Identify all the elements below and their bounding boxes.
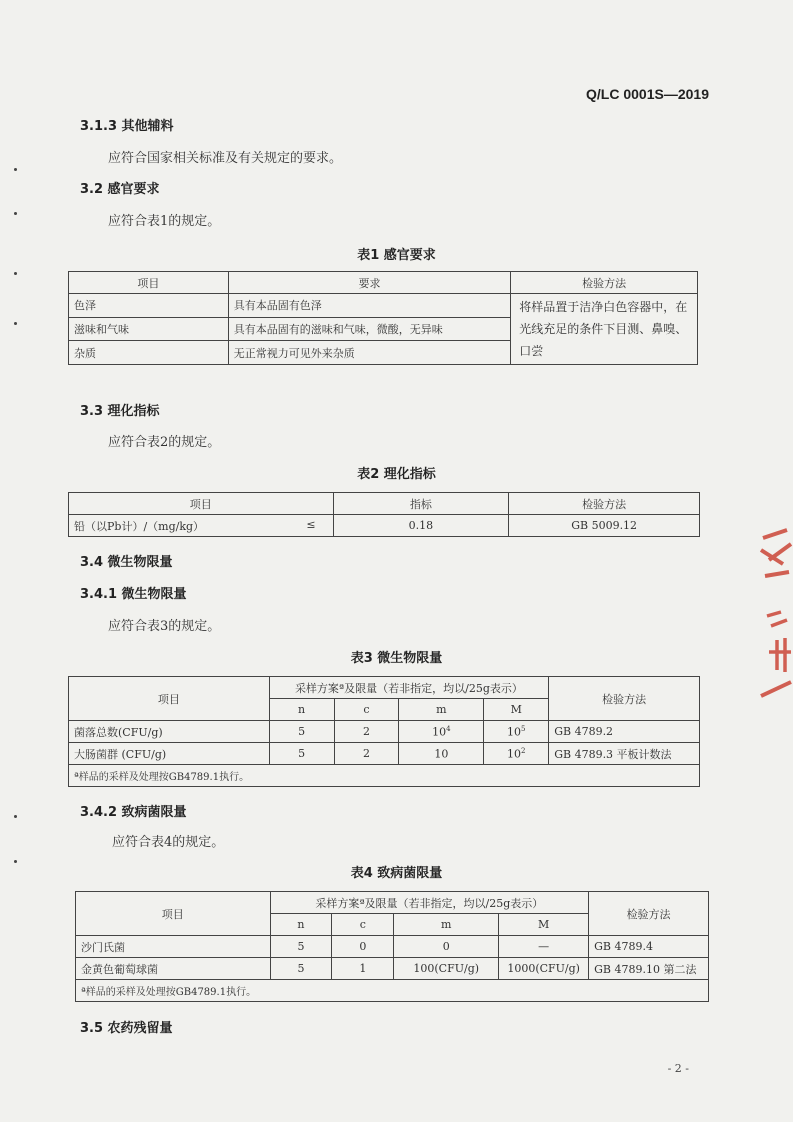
table2-cell-value: 0.18 <box>333 515 509 537</box>
table-row <box>69 515 700 537</box>
heading-3-5: 3.5 农药残留量 <box>80 1021 173 1036</box>
table4-cell-M: 1000(CFU/g) <box>499 958 589 980</box>
table3-cell-M: $10^2$ <box>484 743 549 765</box>
table4-sub-M: M <box>499 914 589 936</box>
table1-cell-method: 将样品置于洁净白色容器中，在光线充足的条件下目测、鼻嗅、口尝 <box>511 294 698 365</box>
table4-caption: 表4 致病菌限量 <box>350 866 443 881</box>
standard-code: Q/LC 0001S—2019 <box>586 86 709 102</box>
table2-physicochemical <box>68 492 700 537</box>
table4-cell-method: GB 4789.10 第二法 <box>589 958 709 980</box>
table4-sub-c: c <box>332 914 394 936</box>
binder-dot <box>14 272 17 275</box>
text-3-4-2: 应符合表4的规定。 <box>112 835 225 850</box>
table3-cell-c: 2 <box>334 743 399 765</box>
table3-header-plan: 采样方案ª及限量（若非指定，均以/25g表示） <box>269 677 549 699</box>
table2-header-index: 指标 <box>333 493 509 515</box>
table1-caption: 表1 感官要求 <box>357 248 436 263</box>
table-row <box>69 743 700 765</box>
table3-sub-n: n <box>269 699 334 721</box>
table1-cell-req: 具有本品固有的滋味和气味，微酸，无异味 <box>228 317 511 341</box>
table-row <box>69 294 698 318</box>
binder-dot <box>14 212 17 215</box>
table3-sub-c: c <box>334 699 399 721</box>
table2-cell-item <box>69 515 334 537</box>
table4-footnote: ª样品的采样及处理按GB4789.1执行。 <box>76 980 709 1002</box>
table3-header-item: 项目 <box>69 677 270 721</box>
table1-sensory <box>68 271 698 365</box>
table4-sub-n: n <box>270 914 332 936</box>
binder-dot <box>14 168 17 171</box>
table1-cell-req: 无正常视力可见外来杂质 <box>228 341 511 365</box>
text-3-1-3: 应符合国家相关标准及有关规定的要求。 <box>108 151 343 166</box>
table-row <box>76 958 709 980</box>
table4-cell-m: 0 <box>394 936 499 958</box>
text-3-4-1: 应符合表3的规定。 <box>108 619 221 634</box>
heading-3-4-2: 3.4.2 致病菌限量 <box>80 805 187 820</box>
table1-header-item: 项目 <box>69 272 229 294</box>
page-number: - 2 - <box>667 1062 689 1075</box>
table1-cell-req: 具有本品固有色泽 <box>228 294 511 318</box>
table3-cell-item: 菌落总数(CFU/g) <box>69 721 270 743</box>
table1-header-req: 要求 <box>228 272 511 294</box>
table4-cell-c: 0 <box>332 936 394 958</box>
table3-footnote: ª样品的采样及处理按GB4789.1执行。 <box>69 765 700 787</box>
heading-3-2: 3.2 感官要求 <box>80 182 160 197</box>
table3-microbial <box>68 676 700 787</box>
table4-sub-m: m <box>394 914 499 936</box>
table4-cell-n: 5 <box>270 936 332 958</box>
table3-cell-n: 5 <box>269 721 334 743</box>
table3-cell-method: GB 4789.3 平板计数法 <box>549 743 700 765</box>
table2-header-item: 项目 <box>69 493 334 515</box>
table4-cell-item: 沙门氏菌 <box>76 936 271 958</box>
binder-dot <box>14 322 17 325</box>
binder-dot <box>14 860 17 863</box>
table1-cell-item: 色泽 <box>69 294 229 318</box>
table4-header-method: 检验方法 <box>589 892 709 936</box>
table3-cell-M: $10^5$ <box>484 721 549 743</box>
table4-header-item: 项目 <box>76 892 271 936</box>
table1-header-method: 检验方法 <box>511 272 698 294</box>
table3-cell-m: $10^4$ <box>399 721 484 743</box>
table4-cell-c: 1 <box>332 958 394 980</box>
table2-header-method: 检验方法 <box>509 493 700 515</box>
table3-cell-n: 5 <box>269 743 334 765</box>
table3-cell-c: 2 <box>334 721 399 743</box>
table3-caption: 表3 微生物限量 <box>350 651 443 666</box>
table2-item-label: 铅（以Pb计）/（mg/kg） <box>74 519 205 533</box>
table4-cell-method: GB 4789.4 <box>589 936 709 958</box>
table2-operator: ≤ <box>306 517 316 531</box>
table-row <box>69 721 700 743</box>
text-3-3: 应符合表2的规定。 <box>108 435 221 450</box>
red-seal-stamp-fragment <box>757 520 793 700</box>
table1-cell-item: 杂质 <box>69 341 229 365</box>
table3-cell-item: 大肠菌群 (CFU/g) <box>69 743 270 765</box>
table3-header-method: 检验方法 <box>549 677 700 721</box>
table4-cell-M: — <box>499 936 589 958</box>
heading-3-4-1: 3.4.1 微生物限量 <box>80 587 187 602</box>
table4-pathogen <box>75 891 709 1002</box>
table4-cell-m: 100(CFU/g) <box>394 958 499 980</box>
table3-sub-M: M <box>484 699 549 721</box>
table4-header-plan: 采样方案ª及限量（若非指定，均以/25g表示） <box>270 892 589 914</box>
heading-3-4: 3.4 微生物限量 <box>80 555 173 570</box>
table2-cell-method: GB 5009.12 <box>509 515 700 537</box>
table3-sub-m: m <box>399 699 484 721</box>
table1-cell-item: 滋味和气味 <box>69 317 229 341</box>
heading-3-1-3: 3.1.3 其他辅料 <box>80 119 174 134</box>
table3-cell-m: 10 <box>399 743 484 765</box>
binder-dot <box>14 815 17 818</box>
table4-cell-n: 5 <box>270 958 332 980</box>
text-3-2: 应符合表1的规定。 <box>108 214 221 229</box>
table2-caption: 表2 理化指标 <box>357 467 436 482</box>
table4-cell-item: 金黄色葡萄球菌 <box>76 958 271 980</box>
heading-3-3: 3.3 理化指标 <box>80 404 160 419</box>
table-row <box>76 936 709 958</box>
table3-cell-method: GB 4789.2 <box>549 721 700 743</box>
